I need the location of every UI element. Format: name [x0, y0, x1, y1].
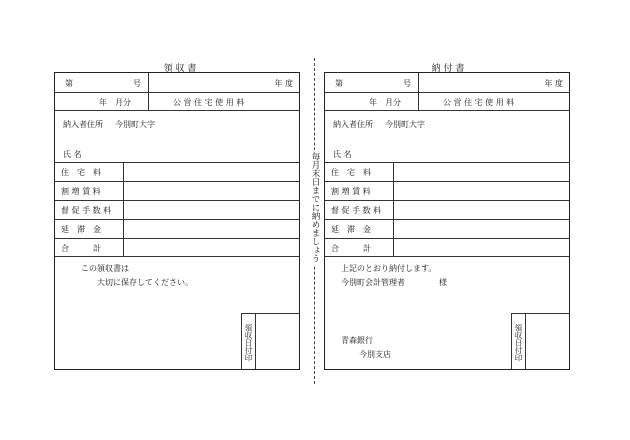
stamp-label: 領収日付印 [242, 314, 256, 369]
number-suffix: 号 [133, 79, 141, 88]
bank-name: 青森銀行 [341, 336, 373, 345]
fee-type-label: 公 営 住 宅 使 用 料 [173, 98, 245, 107]
item-housing-fee: 住 宅 料 [331, 168, 371, 177]
item-housing-fee: 住 宅 料 [61, 168, 101, 177]
fee-type-label: 公 営 住 宅 使 用 料 [443, 98, 515, 107]
stamp-label: 領収日付印 [512, 314, 526, 369]
item-demand-fee: 督 促 手 数 料 [61, 206, 112, 215]
note-line-1: 上記のとおり納付します。 [341, 264, 437, 273]
title-char: 書 [187, 64, 197, 74]
payer-address-label: 納入者住所 [63, 120, 103, 129]
number-prefix: 第 [65, 79, 73, 88]
bank-branch: 今別支店 [359, 350, 391, 359]
note-honorific: 様 [439, 278, 447, 287]
due-date-notice: 毎月末日までに納めましょう [306, 150, 322, 265]
payer-name-label: 氏 名 [333, 150, 352, 159]
item-total: 合 計 [61, 244, 101, 253]
title-char: 書 [455, 64, 465, 74]
payer-address-value: 今別町大字 [385, 120, 425, 129]
payer-address-label: 納入者住所 [333, 120, 373, 129]
receipt-stamp-box [511, 313, 569, 369]
item-total: 合 計 [331, 244, 371, 253]
note-line-1: この領収書は [81, 264, 129, 273]
number-suffix: 号 [403, 79, 411, 88]
title-char: 収 [175, 64, 185, 74]
note-line-2: 今別町会計管理者 [341, 278, 405, 287]
payer-name-label: 氏 名 [63, 150, 82, 159]
fiscal-year-label: 年 度 [274, 79, 293, 88]
receipt-form [54, 72, 300, 370]
title-char: 付 [443, 64, 453, 74]
fiscal-year-label: 年 度 [544, 79, 563, 88]
payer-address-value: 今別町大字 [115, 120, 155, 129]
item-late-fee: 延 滞 金 [331, 225, 371, 234]
item-demand-fee: 督 促 手 数 料 [331, 206, 382, 215]
title-char: 納 [431, 64, 441, 74]
number-prefix: 第 [335, 79, 343, 88]
note-line-2: 大切に保存してください。 [97, 278, 193, 287]
item-surcharge: 割 増 賃 料 [61, 187, 101, 196]
month-label: 年 月分 [99, 98, 131, 107]
receipt-stamp-box [241, 313, 299, 369]
month-label: 年 月分 [369, 98, 401, 107]
item-surcharge: 割 増 賃 料 [331, 187, 371, 196]
payment-slip-form [324, 72, 570, 370]
title-char: 領 [163, 64, 173, 74]
item-late-fee: 延 滞 金 [61, 225, 101, 234]
